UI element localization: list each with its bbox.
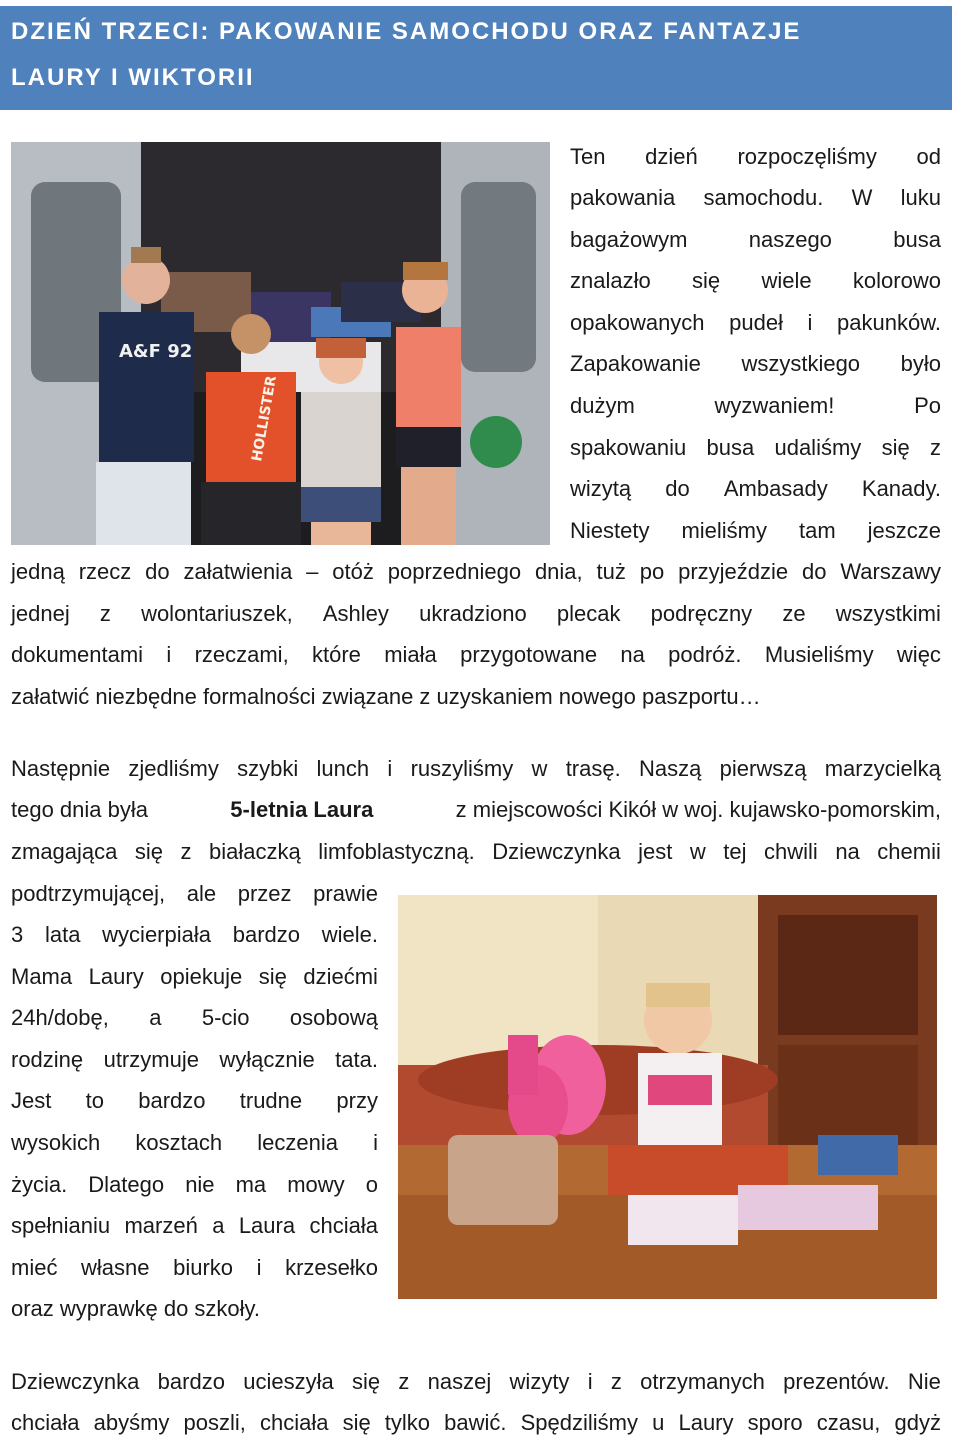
word: tylko bbox=[384, 1410, 431, 1435]
word: gdyż bbox=[894, 1410, 941, 1435]
word: marzeń bbox=[124, 1213, 198, 1238]
word: rodzinę bbox=[11, 1047, 84, 1072]
section-header bbox=[0, 6, 952, 110]
word: osobową bbox=[289, 1005, 378, 1030]
word: busa bbox=[706, 435, 755, 460]
word: wyłącznie bbox=[219, 1047, 315, 1072]
word: Po bbox=[914, 393, 941, 418]
photo1-shirt-print: A&F 92 bbox=[119, 341, 193, 362]
word: Naszą bbox=[639, 756, 702, 781]
header-title-line-2: LAURY I WIKTORII bbox=[11, 64, 255, 91]
word: do bbox=[665, 476, 690, 501]
word: pakunków. bbox=[837, 310, 941, 335]
word: sporo bbox=[747, 1410, 803, 1435]
paragraph2-left-line-4 bbox=[11, 1005, 378, 1031]
paragraph2-left-line-10 bbox=[11, 1255, 378, 1281]
word: to bbox=[85, 1088, 104, 1113]
word: się bbox=[351, 1369, 381, 1394]
word: Laury bbox=[678, 1410, 734, 1435]
paragraph2-left-line-8 bbox=[11, 1172, 378, 1198]
word: wszystkiego bbox=[741, 351, 861, 376]
word: przyjeździe bbox=[678, 559, 789, 584]
word: tata. bbox=[335, 1047, 378, 1072]
word: i bbox=[373, 1130, 378, 1155]
word: czasu, bbox=[816, 1410, 881, 1435]
word: lata bbox=[44, 922, 81, 947]
word: Ashley bbox=[322, 601, 389, 626]
word: białaczką bbox=[209, 839, 301, 864]
word: z bbox=[929, 435, 941, 460]
paragraph1-last-line: załatwić niezbędne formalności związane z uzyskaniem nowego paszportu… bbox=[11, 684, 761, 709]
word: wiele bbox=[761, 268, 812, 293]
word: Jest bbox=[11, 1088, 52, 1113]
word: od bbox=[916, 144, 941, 169]
word: chemii bbox=[877, 839, 941, 864]
word: wysokich bbox=[11, 1130, 101, 1155]
word: bagażowym bbox=[570, 227, 688, 252]
word: własne bbox=[81, 1255, 150, 1280]
word: kosztach bbox=[135, 1130, 223, 1155]
word: było bbox=[900, 351, 941, 376]
word: trasę. bbox=[565, 756, 621, 781]
word: pierwszą bbox=[719, 756, 807, 781]
word: wizytą bbox=[570, 476, 632, 501]
word: Zapakowanie bbox=[570, 351, 701, 376]
paragraph2-left-line-5 bbox=[11, 1047, 378, 1073]
word: opiekuje bbox=[160, 964, 243, 989]
word: busa bbox=[893, 227, 941, 252]
word: i bbox=[166, 642, 172, 667]
paragraph1-full-line-3 bbox=[11, 642, 941, 668]
word: trudne bbox=[239, 1088, 303, 1113]
paragraph2-line-3 bbox=[11, 839, 941, 865]
word: tej bbox=[723, 839, 747, 864]
paragraph3-line-1 bbox=[11, 1369, 941, 1395]
photo-girl-with-gifts bbox=[398, 895, 937, 1299]
word: miała bbox=[384, 642, 437, 667]
word: limfoblastyczną. bbox=[318, 839, 475, 864]
paragraph1-full-line-2 bbox=[11, 601, 941, 627]
word: 24h/dobę, bbox=[11, 1005, 109, 1030]
word: Dziewczynka bbox=[11, 1369, 140, 1394]
word: dużym bbox=[570, 393, 635, 418]
paragraph2-bold-name: 5-letnia Laura bbox=[230, 797, 374, 822]
word: chwili bbox=[764, 839, 818, 864]
word: jednej bbox=[11, 601, 70, 626]
word: u bbox=[652, 1410, 665, 1435]
word: bardzo bbox=[138, 1088, 206, 1113]
word: prawie bbox=[313, 881, 378, 906]
paragraph2-line-1 bbox=[11, 756, 941, 782]
paragraph2-left-line-9 bbox=[11, 1213, 378, 1239]
word: na bbox=[835, 839, 860, 864]
word: pudeł bbox=[729, 310, 783, 335]
word: kolorowo bbox=[852, 268, 941, 293]
word: w bbox=[689, 839, 706, 864]
word: Kanady. bbox=[861, 476, 941, 501]
word: podtrzymującej, bbox=[11, 881, 166, 906]
paragraph1-right-line-10 bbox=[570, 518, 941, 544]
word: znalazło bbox=[570, 268, 651, 293]
word: z bbox=[99, 601, 111, 626]
word: utrzymuje bbox=[103, 1047, 199, 1072]
word: więc bbox=[896, 642, 941, 667]
paragraph1-right-line-8 bbox=[570, 435, 941, 461]
word: wszystkimi bbox=[835, 601, 941, 626]
word: bardzo bbox=[157, 1369, 225, 1394]
word: prezentów. bbox=[783, 1369, 890, 1394]
word: otrzymanych bbox=[640, 1369, 765, 1394]
word: Warszawy bbox=[840, 559, 941, 584]
paragraph1-right-line-6 bbox=[570, 351, 941, 377]
word: jedną bbox=[11, 559, 65, 584]
word: ma bbox=[235, 1172, 267, 1197]
word: chciała bbox=[309, 1213, 378, 1238]
word: dokumentami bbox=[11, 642, 144, 667]
paragraph1-right-line-5 bbox=[570, 310, 941, 336]
word: biurko bbox=[173, 1255, 234, 1280]
word: się bbox=[134, 839, 164, 864]
word: do bbox=[145, 559, 170, 584]
paragraph1-right-line-1 bbox=[570, 144, 941, 170]
paragraph3-line-2 bbox=[11, 1410, 941, 1436]
word: 5-cio bbox=[201, 1005, 250, 1030]
word: jest bbox=[638, 839, 673, 864]
word: wycierpiała bbox=[102, 922, 211, 947]
header-title-line-1: DZIEŃ TRZECI: PAKOWANIE SAMOCHODU ORAZ FANTAZJE bbox=[11, 18, 802, 45]
word: na bbox=[620, 642, 645, 667]
paragraph2-left-last: oraz wyprawkę do szkoły. bbox=[11, 1296, 261, 1321]
word: ruszyliśmy bbox=[410, 756, 514, 781]
word: życia. bbox=[11, 1172, 68, 1197]
paragraph2-line-2 bbox=[11, 797, 941, 823]
word: plecak bbox=[556, 601, 621, 626]
word: się bbox=[692, 268, 721, 293]
paragraph2-left-line-1 bbox=[11, 881, 378, 907]
word: dziećmi bbox=[303, 964, 378, 989]
word: – bbox=[306, 559, 319, 584]
word: się bbox=[342, 1410, 371, 1435]
paragraph1-full-line-1 bbox=[11, 559, 941, 585]
word: chciała bbox=[11, 1410, 80, 1435]
word: poprzedniego bbox=[387, 559, 522, 584]
word: przez bbox=[237, 881, 292, 906]
word: dzień bbox=[645, 144, 698, 169]
word: w bbox=[531, 756, 548, 781]
word: Ambasady bbox=[723, 476, 828, 501]
word: tuż bbox=[596, 559, 626, 584]
word: podróż. bbox=[668, 642, 742, 667]
photo-volunteers-van bbox=[11, 142, 550, 545]
word: samochodu. bbox=[703, 185, 824, 210]
word: zmagająca bbox=[11, 839, 118, 864]
word: ale bbox=[186, 881, 217, 906]
word: zjedliśmy bbox=[128, 756, 219, 781]
word: wiele. bbox=[321, 922, 378, 947]
paragraph2-left-line-2 bbox=[11, 922, 378, 948]
word: szybki bbox=[237, 756, 299, 781]
word: opakowanych bbox=[570, 310, 705, 335]
word: nie bbox=[185, 1172, 215, 1197]
photo1-shirt-text: HOLLISTER bbox=[249, 374, 280, 463]
word: załatwienia bbox=[183, 559, 293, 584]
word: i bbox=[387, 756, 393, 781]
word: jeszcze bbox=[867, 518, 941, 543]
word: mieliśmy bbox=[681, 518, 768, 543]
word: z bbox=[610, 1369, 622, 1394]
word: marzycielką bbox=[824, 756, 941, 781]
word: otóż bbox=[332, 559, 374, 584]
word: krzesełko bbox=[285, 1255, 378, 1280]
word: Mama bbox=[11, 964, 73, 989]
word: przy bbox=[336, 1088, 378, 1113]
word: leczenia bbox=[257, 1130, 338, 1155]
word: bardzo bbox=[232, 922, 300, 947]
word: spakowaniu bbox=[570, 435, 687, 460]
word: Dziewczynka bbox=[492, 839, 621, 864]
word: podręczny bbox=[650, 601, 753, 626]
word: do bbox=[801, 559, 827, 584]
word: wizyty bbox=[509, 1369, 570, 1394]
word: dnia, bbox=[534, 559, 583, 584]
word: spełnianiu bbox=[11, 1213, 111, 1238]
word: luku bbox=[900, 185, 941, 210]
word: lunch bbox=[316, 756, 370, 781]
word: abyśmy bbox=[93, 1410, 170, 1435]
word: przygotowane bbox=[460, 642, 598, 667]
word: i bbox=[807, 310, 813, 335]
paragraph1-right-line-9 bbox=[570, 476, 941, 502]
word: Niestety bbox=[570, 518, 650, 543]
word: ucieszyła bbox=[243, 1369, 334, 1394]
word: chciała bbox=[259, 1410, 329, 1435]
word: naszej bbox=[427, 1369, 492, 1394]
word: udaliśmy bbox=[774, 435, 862, 460]
paragraph1-right-line-3 bbox=[570, 227, 941, 253]
word: rzecz bbox=[78, 559, 132, 584]
word: się bbox=[881, 435, 910, 460]
word: mowy bbox=[287, 1172, 345, 1197]
word: które bbox=[311, 642, 361, 667]
word: pakowania bbox=[570, 185, 676, 210]
word: z bbox=[398, 1369, 410, 1394]
word: się bbox=[258, 964, 287, 989]
word: naszego bbox=[748, 227, 832, 252]
word: bawić. bbox=[444, 1410, 507, 1435]
word: wyzwaniem! bbox=[714, 393, 835, 418]
paragraph2-left-line-3 bbox=[11, 964, 378, 990]
word: Następnie bbox=[11, 756, 111, 781]
word: z bbox=[180, 839, 192, 864]
word: Ten bbox=[570, 144, 606, 169]
paragraph1-right-line-4 bbox=[570, 268, 941, 294]
word: mieć bbox=[11, 1255, 58, 1280]
word: a bbox=[149, 1005, 162, 1030]
word: wolontariuszek, bbox=[141, 601, 293, 626]
paragraph2-line-2-end: z miejscowości Kikół w woj. kujawsko-pomorskim, bbox=[455, 797, 941, 822]
word: i bbox=[256, 1255, 262, 1280]
word: rzeczami, bbox=[194, 642, 289, 667]
word: o bbox=[365, 1172, 378, 1197]
word: ze bbox=[782, 601, 806, 626]
paragraph1-right-line-2 bbox=[570, 185, 941, 211]
word: 3 bbox=[11, 922, 24, 947]
paragraph2-line-2-start: tego dnia była bbox=[11, 797, 148, 822]
word: Dlatego bbox=[88, 1172, 165, 1197]
paragraph1-right-line-7 bbox=[570, 393, 941, 419]
word: po bbox=[639, 559, 665, 584]
word: rozpoczęliśmy bbox=[737, 144, 877, 169]
word: Spędziliśmy bbox=[520, 1410, 638, 1435]
word: W bbox=[851, 185, 873, 210]
word: ukradziono bbox=[419, 601, 527, 626]
word: i bbox=[587, 1369, 593, 1394]
word: Musieliśmy bbox=[764, 642, 874, 667]
word: poszli, bbox=[183, 1410, 246, 1435]
paragraph2-left-line-7 bbox=[11, 1130, 378, 1156]
paragraph2-left-line-6 bbox=[11, 1088, 378, 1114]
word: Laura bbox=[238, 1213, 296, 1238]
word: Laury bbox=[88, 964, 144, 989]
word: a bbox=[212, 1213, 225, 1238]
word: Nie bbox=[907, 1369, 941, 1394]
word: tam bbox=[798, 518, 836, 543]
